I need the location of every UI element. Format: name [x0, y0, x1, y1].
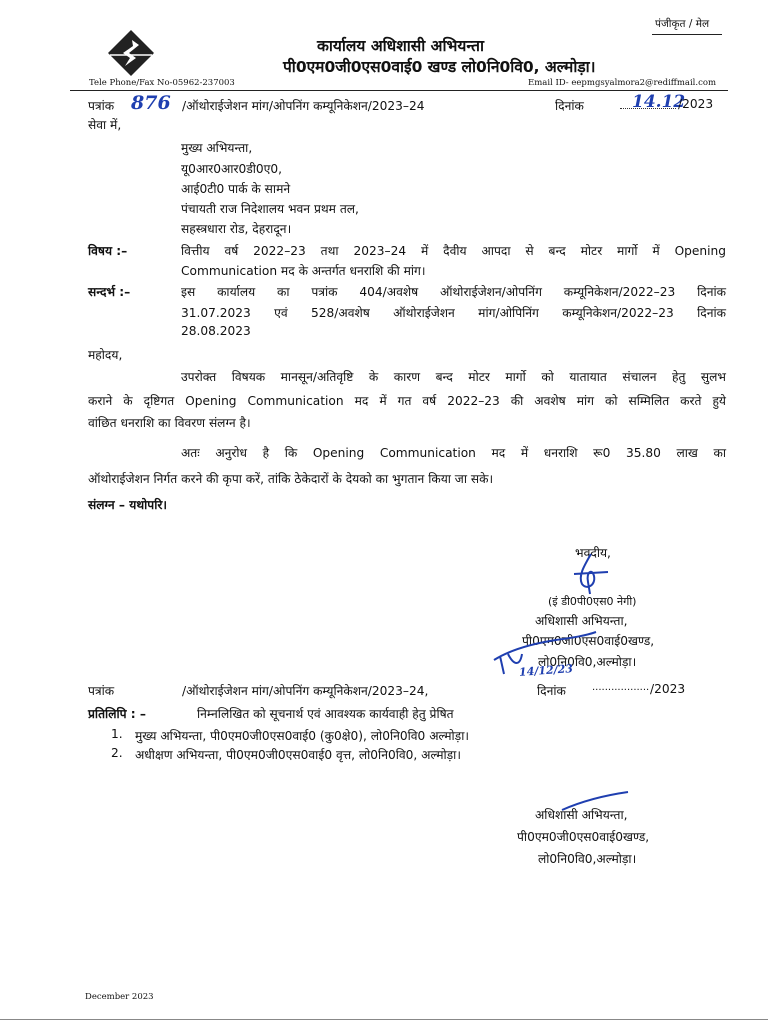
addressee-line: सहस्त्रधारा रोड, देहरादून।	[181, 222, 292, 236]
ref-text: /ऑथोराईजेशन मांग/ओपनिंग कम्यूनिकेशन/2023–24	[182, 99, 425, 113]
date-label: दिनांक	[555, 99, 584, 113]
subject-line-1: वित्तीय वर्ष 2022–23 तथा 2023–24 में दैवीय आपदा से बन्द मोटर मार्गो में Opening	[181, 244, 726, 258]
addressee-line: मुख्य अभियन्ता,	[181, 141, 253, 155]
date-year: /2023	[678, 97, 714, 111]
salutation-to: सेवा में,	[88, 118, 122, 132]
greeting: महोदय,	[88, 348, 123, 362]
signatory-division: पी0एम0जी0एस0वाई0खण्ड,	[522, 634, 655, 648]
copy-ref-text: /ऑथोराईजेशन मांग/ओपनिंग कम्यूनिकेशन/2023–24,	[182, 684, 429, 698]
footer-month: December 2023	[85, 992, 154, 1002]
enclosure-note: संलग्न – यथोपरि।	[88, 498, 167, 512]
phone-fax: Tele Phone/Fax No-05962-237003	[89, 78, 235, 88]
copy-date-label: दिनांक	[537, 684, 566, 698]
paragraph-2-line-1: अतः अनुरोध है कि Opening Communication मद में धनराशि रू0 35.80 लाख का	[181, 446, 726, 460]
paragraph-1-line-2: कराने के दृष्टिगत Opening Communication मद में गत वर्ष 2022–23 की अवशेष मांग को सम्मिलित करते हुये	[88, 394, 726, 408]
footer-rule	[0, 1019, 768, 1020]
copy-item-text: अधीक्षण अभियन्ता, पी0एम0जी0एस0वाई0 वृत्त, लो0नि0वि0, अल्मोड़ा।	[135, 748, 461, 762]
header-rule	[70, 90, 728, 91]
paragraph-1-line-3: वांछित धनराशि का विवरण संलग्न है।	[88, 416, 251, 430]
signatory-office: लो0नि0वि0,अल्मोड़ा।	[538, 655, 637, 669]
paragraph-1-line-1: उपरोक्त विषयक मानसून/अतिवृष्टि के कारण बन्द मोटर मार्गो को यातायात संचालन हेतु सुलभ	[181, 370, 726, 384]
registered-mail-tag: पंजीकृत / मेल	[655, 18, 710, 30]
email-address: Email ID- eepmgsyalmora2@rediffmail.com	[528, 78, 717, 88]
department-logo	[106, 28, 156, 78]
subject-line-2: Communication मद के अन्तर्गत धनराशि की मांग।	[181, 264, 426, 278]
signatory-designation-2: अधिशासी अभियन्ता,	[535, 808, 628, 822]
division-title: पी0एम0जी0एस0वाई0 खण्ड लो0नि0वि0, अल्मोड़ा।	[283, 58, 596, 76]
copy-item-number: 2.	[111, 746, 123, 760]
reference-label: सन्दर्भ :–	[88, 285, 131, 299]
handwritten-date: 14.12	[632, 92, 686, 112]
copy-item-text: मुख्य अभियन्ता, पी0एम0जी0एस0वाई0 (कु0क्षे0), लो0नि0वि0 अल्मोड़ा।	[135, 729, 469, 743]
reference-line-1: इस कार्यालय का पत्रांक 404/अवशेष ऑथोराईजेशन/ओपनिंग कम्यूनिकेशन/2022–23 दिनांक	[181, 285, 726, 299]
addressee-line: पंचायती राज निदेशालय भवन प्रथम तल,	[181, 202, 359, 216]
reference-line-3: 28.08.2023	[181, 324, 251, 338]
tag-underline	[652, 34, 722, 35]
signatory-division-2: पी0एम0जी0एस0वाई0खण्ड,	[517, 830, 650, 844]
paragraph-2-line-2: ऑथोराईजेशन निर्गत करने की कृपा करें, तांकि ठेकेदारों के देयको का भुगतान किया जा सके।	[88, 472, 494, 486]
handwritten-ref-number: 876	[131, 92, 171, 114]
copy-intro: निम्नलिखित को सूचनार्थ एवं आवश्यक कार्यवाही हेतु प्रेषित	[197, 707, 454, 721]
copy-ref-label: पत्रांक	[88, 684, 115, 698]
subject-label: विषय :–	[88, 244, 128, 258]
office-title: कार्यालय अधिशासी अभियन्ता	[317, 37, 485, 55]
reference-line-2: 31.07.2023 एवं 528/अवशेष ऑथोराईजेशन मांग/ओपिनिंग कम्यूनिकेशन/2022–23 दिनांक	[181, 306, 726, 320]
initials-date: 14/12/23	[518, 662, 574, 679]
signature-scribble	[566, 552, 616, 596]
addressee-line: आई0टी0 पार्क के सामने	[181, 182, 291, 196]
copy-date-blank: ..................	[592, 682, 650, 693]
copy-item-number: 1.	[111, 727, 123, 741]
signatory-name: (इं डी0पी0एस0 नेगी)	[548, 595, 637, 608]
signatory-office-2: लो0नि0वि0,अल्मोड़ा।	[538, 852, 637, 866]
addressee-line: यू0आर0आर0डी0ए0,	[181, 162, 283, 176]
copy-label: प्रतिलिपि : –	[88, 707, 146, 721]
signatory-designation: अधिशासी अभियन्ता,	[535, 614, 628, 628]
ref-label: पत्रांक	[88, 99, 115, 113]
closing-yours-faithfully: भवदीय,	[575, 546, 611, 560]
copy-date-year: /2023	[650, 682, 686, 696]
